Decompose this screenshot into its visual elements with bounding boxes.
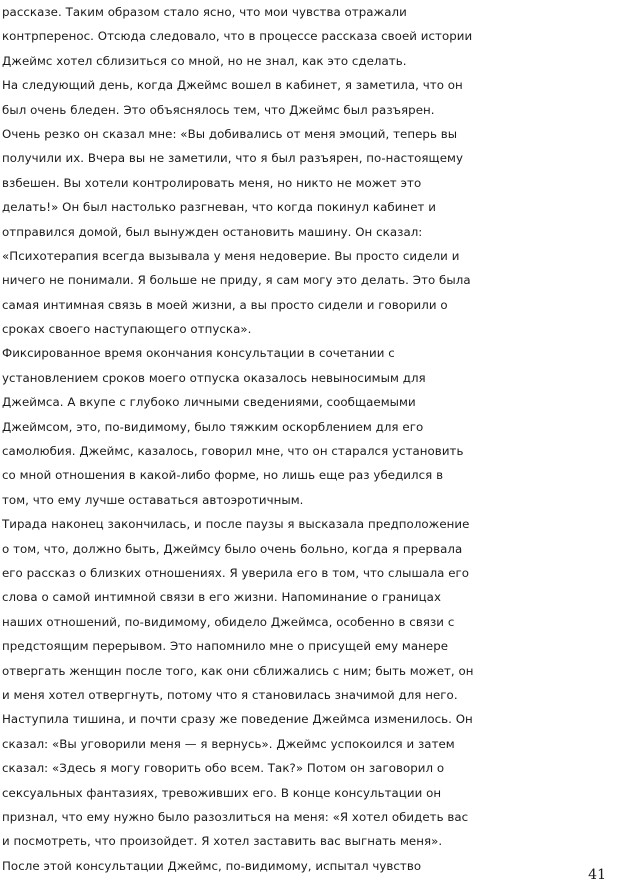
text-line: взбешен. Вы хотели контролировать меня, но никто не может это — [2, 175, 422, 190]
text-line: отвергать женщин после того, как они сближались с ним; быть может, он — [2, 663, 474, 678]
text-line: самая интимная связь в моей жизни, а вы просто сидели и говорили о — [2, 297, 448, 312]
text-line: Наступила тишина, и почти сразу же поведение Джеймса изменилось. Он — [2, 712, 473, 727]
text-line: делать!» Он был настолько разгневан, что когда покинул кабинет и — [2, 200, 436, 215]
text-line: сказал: «Здесь я могу говорить обо всем. Так?» Потом он заговорил о — [2, 761, 445, 776]
text-line: наших отношений, по-видимому, обидело Джеймса, особенно в связи с — [2, 614, 455, 629]
text-line: самолюбия. Джеймс, казалось, говорил мне, что он старался установить — [2, 444, 464, 459]
text-line: и меня хотел отвергнуть, потому что я становилась значимой для него. — [2, 687, 458, 702]
text-line: Тирада наконец закончилась, и после паузы я высказала предположение — [2, 517, 470, 532]
text-line: После этой консультации Джеймс, по-видимому, испытал чувство — [2, 858, 422, 873]
text-line: предстоящим перерывом. Это напомнило мне о присущей ему манере — [2, 639, 449, 654]
body-text — [2, 0, 618, 878]
text-line: сроках своего наступающего отпуска». — [2, 322, 252, 337]
text-line: Джеймса. А вкупе с глубоко личными сведениями, сообщаемыми — [2, 395, 416, 410]
text-line: был очень бледен. Это объяснялось тем, что Джеймс был разъярен. — [2, 102, 435, 117]
text-line: Фиксированное время окончания консультации в сочетании с — [2, 346, 395, 361]
text-line: контрперенос. Отсюда следовало, что в процессе рассказа своей истории — [2, 29, 473, 44]
text-line: признал, что ему нужно было разозлиться на меня: «Я хотел обидеть вас — [2, 809, 469, 824]
text-line: Джеймсом, это, по-видимому, было тяжким оскорблением для его — [2, 419, 424, 434]
text-line: том, что ему лучше оставаться автоэротичным. — [2, 492, 304, 507]
text-line: со мной отношения в какой-либо форме, но лишь еще раз убедился в — [2, 468, 444, 483]
text-line: сказал: «Вы уговорили меня — я вернусь». Джеймс успокоился и затем — [2, 736, 455, 751]
text-line: его рассказ о близких отношениях. Я уверила его в том, что слышала его — [2, 565, 470, 580]
text-line: отправился домой, был вынужден остановить машину. Он сказал: — [2, 224, 423, 239]
text-line: получили их. Вчера вы не заметили, что я был разъярен, по-настоящему — [2, 151, 463, 166]
page-number: 41 — [588, 867, 606, 883]
text-line: сексуальных фантазиях, тревоживших его. В конце консультации он — [2, 785, 442, 800]
text-line: Джеймс хотел сблизиться со мной, но не знал, как это сделать. — [2, 53, 407, 68]
text-line: Очень резко он сказал мне: «Вы добивались от меня эмоций, теперь вы — [2, 126, 458, 141]
text-line: «Психотерапия всегда вызывала у меня недоверие. Вы просто сидели и — [2, 248, 460, 263]
text-line: о том, что, должно быть, Джеймсу было очень больно, когда я прервала — [2, 541, 463, 556]
text-line: рассказе. Таким образом стало ясно, что мои чувства отражали — [2, 5, 407, 19]
text-line: ничего не понимали. Я больше не приду, я сам могу это делать. Это была — [2, 273, 471, 288]
text-line: На следующий день, когда Джеймс вошел в кабинет, я заметила, что он — [2, 78, 463, 93]
text-line: и посмотреть, что произойдет. Я хотел заставить вас выгнать меня». — [2, 834, 443, 849]
text-line: установлением сроков моего отпуска оказалось невыносимым для — [2, 370, 426, 385]
text-line: слова о самой интимной связи в его жизни. Напоминание о границах — [2, 590, 441, 605]
